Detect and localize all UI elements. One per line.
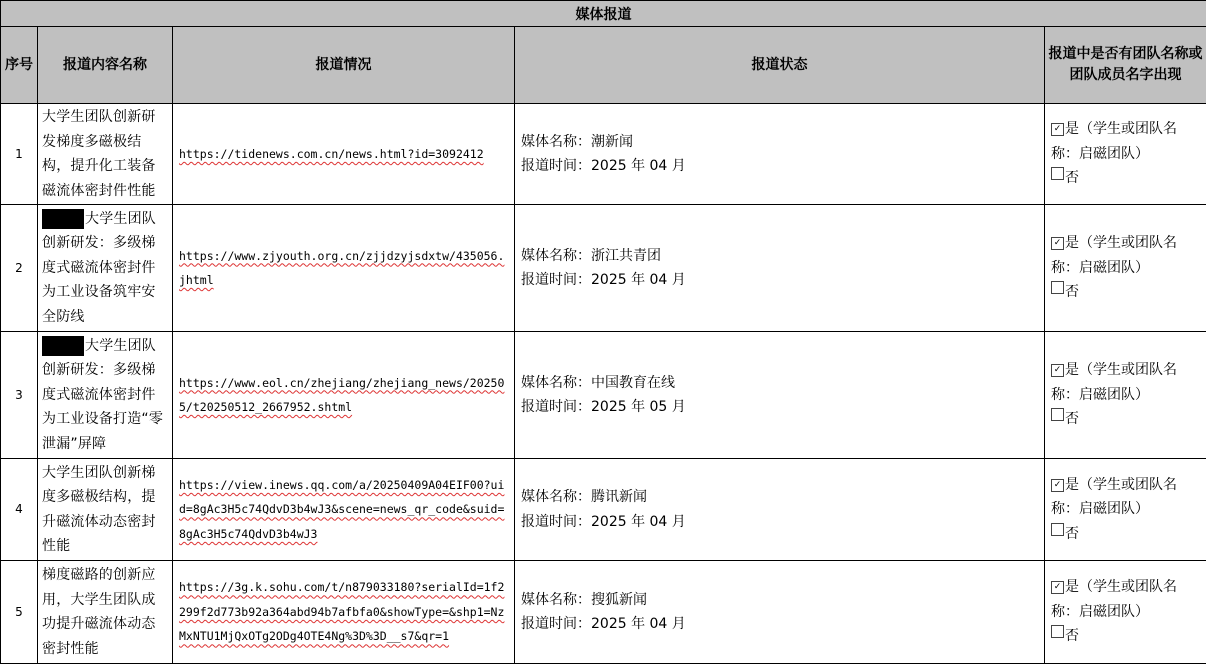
row-index: 4 (1, 459, 38, 561)
report-title-text: 梯度磁路的创新应用，大学生团队成功提升磁流体动态密封性能 (42, 567, 156, 657)
option-no[interactable] (1051, 280, 1200, 305)
report-url-link[interactable]: https://3g.k.sohu.com/t/n879033180?serialId=1f2299f2d773b92a364abd94b7afbfa0&showType=&shp1=NzMxNTU1MjQxOTg2ODg4OTE4Ng%3D%3D__s7&qr=1 (179, 580, 504, 643)
row-index: 1 (1, 104, 38, 205)
report-title-text: 大学生团队创新梯度多磁极结构，提升磁流体动态密封性能 (42, 465, 156, 555)
report-time: 报道时间：2025 年 04 月 (521, 612, 1038, 637)
yes-checkbox-icon[interactable]: ✓ (1051, 364, 1064, 377)
no-checkbox-icon[interactable] (1051, 408, 1064, 421)
table-row (1, 332, 1206, 459)
table-row (1, 459, 1206, 561)
option-yes-label: 是（学生或团队名称：启磁团队） (1051, 362, 1177, 403)
no-checkbox-icon[interactable] (1051, 625, 1064, 638)
option-yes[interactable] (1051, 477, 1177, 518)
yes-checkbox-icon[interactable]: ✓ (1051, 581, 1064, 594)
option-yes-label: 是（学生或团队名称：启磁团队） (1051, 477, 1177, 518)
media-name: 媒体名称：潮新闻 (521, 130, 1038, 155)
table-row (1, 561, 1206, 664)
row-index: 5 (1, 561, 38, 664)
team-name-flag (1045, 332, 1206, 459)
option-yes-label: 是（学生或团队名称：启磁团队） (1051, 235, 1177, 276)
no-checkbox-icon[interactable] (1051, 167, 1064, 180)
yes-checkbox-icon[interactable]: ✓ (1051, 479, 1064, 492)
option-no-label: 否 (1065, 284, 1079, 300)
header-detail: 报道情况 (173, 27, 515, 104)
report-time: 报道时间：2025 年 05 月 (521, 395, 1038, 420)
report-status (515, 332, 1045, 459)
report-title-text: 大学生团队创新研发：多级梯度式磁流体密封件为工业设备筑牢安全防线 (42, 211, 156, 325)
table-row (1, 104, 1206, 205)
media-name: 媒体名称：中国教育在线 (521, 371, 1038, 396)
option-yes[interactable] (1051, 362, 1177, 403)
option-yes[interactable] (1051, 121, 1177, 162)
row-index: 3 (1, 332, 38, 459)
option-no[interactable] (1051, 166, 1200, 191)
report-url-link[interactable]: https://www.eol.cn/zhejiang/zhejiang_news/202505/t20250512_2667952.shtml (179, 376, 504, 415)
no-checkbox-icon[interactable] (1051, 281, 1064, 294)
row-index: 2 (1, 205, 38, 332)
option-no[interactable] (1051, 407, 1200, 432)
report-title-text: 大学生团队创新研发：多级梯度式磁流体密封件为工业设备打造“零泄漏”屏障 (42, 338, 163, 452)
redaction-block (42, 209, 84, 229)
option-no-label: 否 (1065, 628, 1079, 644)
team-name-flag (1045, 205, 1206, 332)
option-no-label: 否 (1065, 526, 1079, 542)
team-name-flag (1045, 561, 1206, 664)
header-index: 序号 (1, 27, 38, 104)
media-name: 媒体名称：搜狐新闻 (521, 588, 1038, 613)
no-checkbox-icon[interactable] (1051, 523, 1064, 536)
report-url-cell (173, 332, 515, 459)
table-body (1, 104, 1206, 664)
report-url-cell (173, 104, 515, 205)
report-status (515, 205, 1045, 332)
table-title: 媒体报道 (1, 1, 1206, 27)
report-title (38, 459, 173, 561)
report-time: 报道时间：2025 年 04 月 (521, 154, 1038, 179)
report-url-link[interactable]: https://www.zjyouth.org.cn/zjjdzyjsdxtw/435056.jhtml (179, 249, 504, 288)
report-url-link[interactable]: https://view.inews.qq.com/a/20250409A04EIF00?uid=8gAc3H5c74QdvD3b4wJ3&scene=news_qr_code&suid=8gAc3H5c74QdvD3b4wJ3 (179, 478, 504, 541)
yes-checkbox-icon[interactable]: ✓ (1051, 237, 1064, 250)
report-time: 报道时间：2025 年 04 月 (521, 510, 1038, 535)
header-name: 报道内容名称 (38, 27, 173, 104)
option-no-label: 否 (1065, 170, 1079, 186)
report-url-cell (173, 205, 515, 332)
header-status: 报道状态 (515, 27, 1045, 104)
header-flag (1045, 27, 1206, 104)
report-title-text: 大学生团队创新研发梯度多磁极结构，提升化工装备磁流体密封件性能 (42, 109, 156, 199)
report-title (38, 561, 173, 664)
option-yes-label: 是（学生或团队名称：启磁团队） (1051, 579, 1177, 620)
option-yes[interactable] (1051, 235, 1177, 276)
header-flag-line2: 团队成员名字出现 (1045, 65, 1206, 86)
team-name-flag (1045, 104, 1206, 205)
report-url-cell (173, 561, 515, 664)
header-flag-line1: 报道中是否有团队名称或 (1045, 44, 1206, 65)
report-url-cell (173, 459, 515, 561)
report-status (515, 561, 1045, 664)
report-time: 报道时间：2025 年 04 月 (521, 268, 1038, 293)
report-status (515, 459, 1045, 561)
option-yes[interactable] (1051, 579, 1177, 620)
report-status (515, 104, 1045, 205)
option-no-label: 否 (1065, 411, 1079, 427)
report-title (38, 205, 173, 332)
media-name: 媒体名称：腾讯新闻 (521, 485, 1038, 510)
team-name-flag (1045, 459, 1206, 561)
option-yes-label: 是（学生或团队名称：启磁团队） (1051, 121, 1177, 162)
yes-checkbox-icon[interactable]: ✓ (1051, 123, 1064, 136)
table-row (1, 205, 1206, 332)
report-url-link[interactable]: https://tidenews.com.cn/news.html?id=3092412 (179, 147, 484, 161)
report-title (38, 104, 173, 205)
report-title (38, 332, 173, 459)
option-no[interactable] (1051, 522, 1200, 547)
redaction-block (42, 336, 84, 356)
option-no[interactable] (1051, 624, 1200, 649)
media-name: 媒体名称：浙江共青团 (521, 244, 1038, 269)
